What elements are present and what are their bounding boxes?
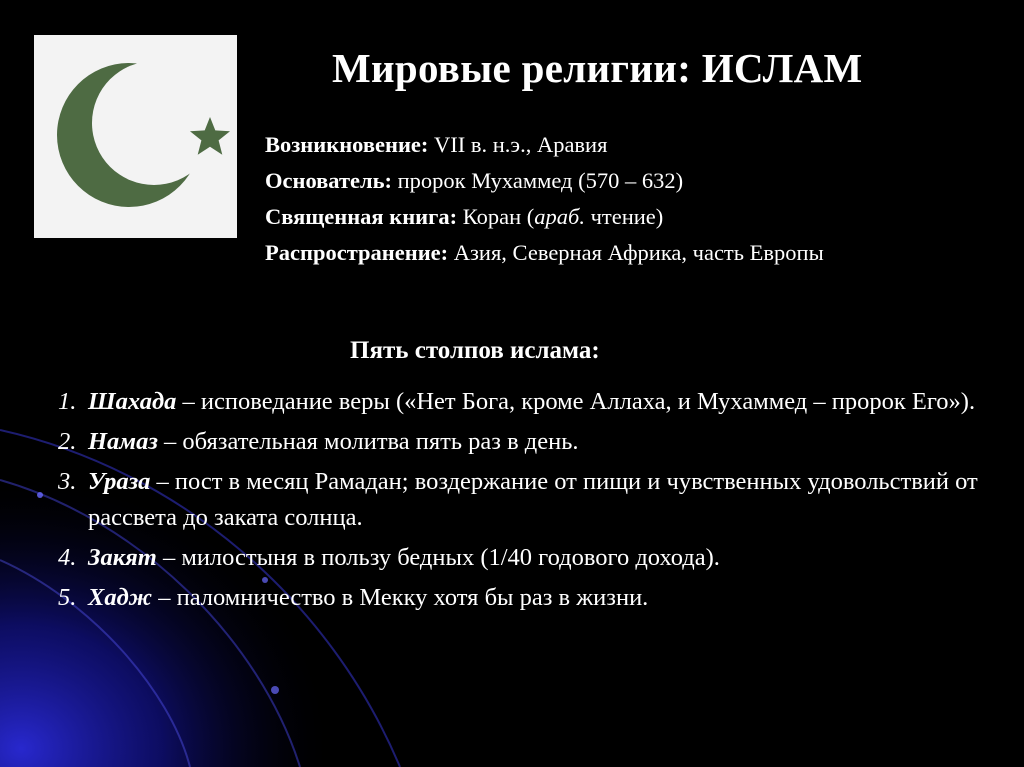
fact-label: Священная книга: [265,204,458,229]
fact-value: чтение) [584,204,664,229]
item-number: 1. [58,388,77,415]
item-body [88,424,998,460]
fact-label: Основатель: [265,168,393,193]
item-body [88,464,998,536]
item-term: Закят [88,544,157,571]
item-number: 2. [58,428,77,455]
fact-holy-book [265,199,824,235]
pillars-heading: Пять столпов ислама: [350,337,600,364]
item-body [88,580,998,616]
facts-list [265,127,824,271]
item-term: Хадж [88,584,153,611]
item-text: – паломничество в Мекку хотя бы раз в жизни. [152,584,649,611]
list-item [58,424,998,460]
pillars-list [58,384,998,620]
item-number: 3. [58,468,77,495]
item-text: – исповедание веры («Нет Бога, кроме Аллаха, и Мухаммед – пророк Его»). [176,388,976,415]
fact-value: Коран ( [457,204,535,229]
item-body [88,384,998,420]
fact-label: Возникновение: [265,132,429,157]
item-text: – пост в месяц Рамадан; воздержание от пищи и чувственных удовольствий от рассвета до заката солнца. [88,468,978,531]
fact-founder [265,163,824,199]
item-text: – милостыня в пользу бедных (1/40 годового дохода). [156,544,720,571]
item-term: Намаз [88,428,158,455]
fact-label: Распространение: [265,240,449,265]
list-item [58,384,998,420]
fact-origin [265,127,824,163]
item-number: 4. [58,544,77,571]
item-term: Ураза [88,468,151,495]
item-term: Шахада [88,388,177,415]
fact-value: Азия, Северная Африка, часть Европы [448,240,824,265]
item-body [88,540,998,576]
item-number: 5. [58,584,77,611]
list-item [58,580,998,616]
islam-emblem [34,35,237,238]
crescent-star-icon [34,35,237,238]
fact-value-italic: араб. [534,204,585,229]
page-title: Мировые религии: ИСЛАМ [332,45,863,91]
fact-value: VII в. н.э., Аравия [428,132,608,157]
fact-spread [265,235,824,271]
item-text: – обязательная молитва пять раз в день. [157,428,579,455]
list-item [58,464,998,536]
list-item [58,540,998,576]
fact-value: пророк Мухаммед (570 – 632) [392,168,684,193]
